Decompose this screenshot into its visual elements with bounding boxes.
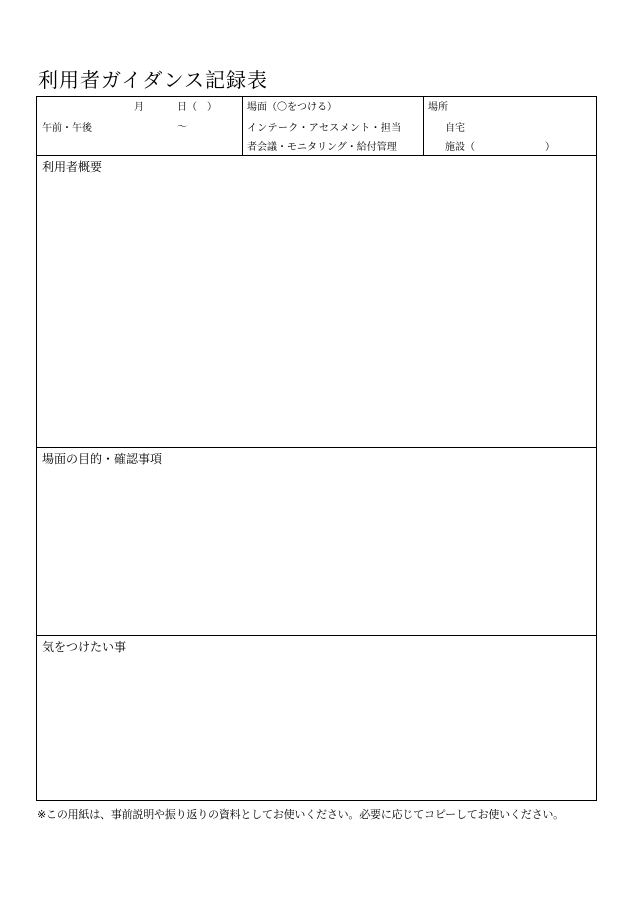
scene-options-line1: インテーク・アセスメント・担当	[247, 123, 402, 134]
document-title: 利用者ガイダンス記録表	[38, 68, 268, 92]
date-month-label: 月	[134, 102, 144, 113]
scene-label: 場面（〇をつける）	[247, 102, 337, 113]
purpose-bottom-line	[37, 635, 596, 636]
header-divider-scene-place	[423, 97, 424, 155]
footer-note: ※この用紙は、事前説明や振り返りの資料としてお使いください。必要に応じてコピーしてお使いください。	[37, 808, 564, 821]
place-label: 場所	[428, 102, 448, 113]
scene-options-line2: 者会議・モニタリング・給付管理	[247, 142, 397, 153]
section-purpose-label: 場面の目的・確認事項	[42, 452, 163, 466]
header-bottom-line	[37, 155, 596, 156]
record-form	[36, 96, 597, 801]
section-cautions-label: 気をつけたい事	[42, 640, 127, 654]
place-facility: 施設（ ）	[445, 142, 555, 153]
header-divider-date-scene	[242, 97, 243, 155]
place-home: 自宅	[445, 123, 465, 134]
date-tilde: 〜	[177, 122, 187, 133]
date-day-label: 日（ ）	[177, 102, 217, 113]
date-ampm-label: 午前・午後	[42, 123, 92, 134]
overview-bottom-line	[37, 447, 596, 448]
section-overview-label: 利用者概要	[42, 160, 103, 174]
